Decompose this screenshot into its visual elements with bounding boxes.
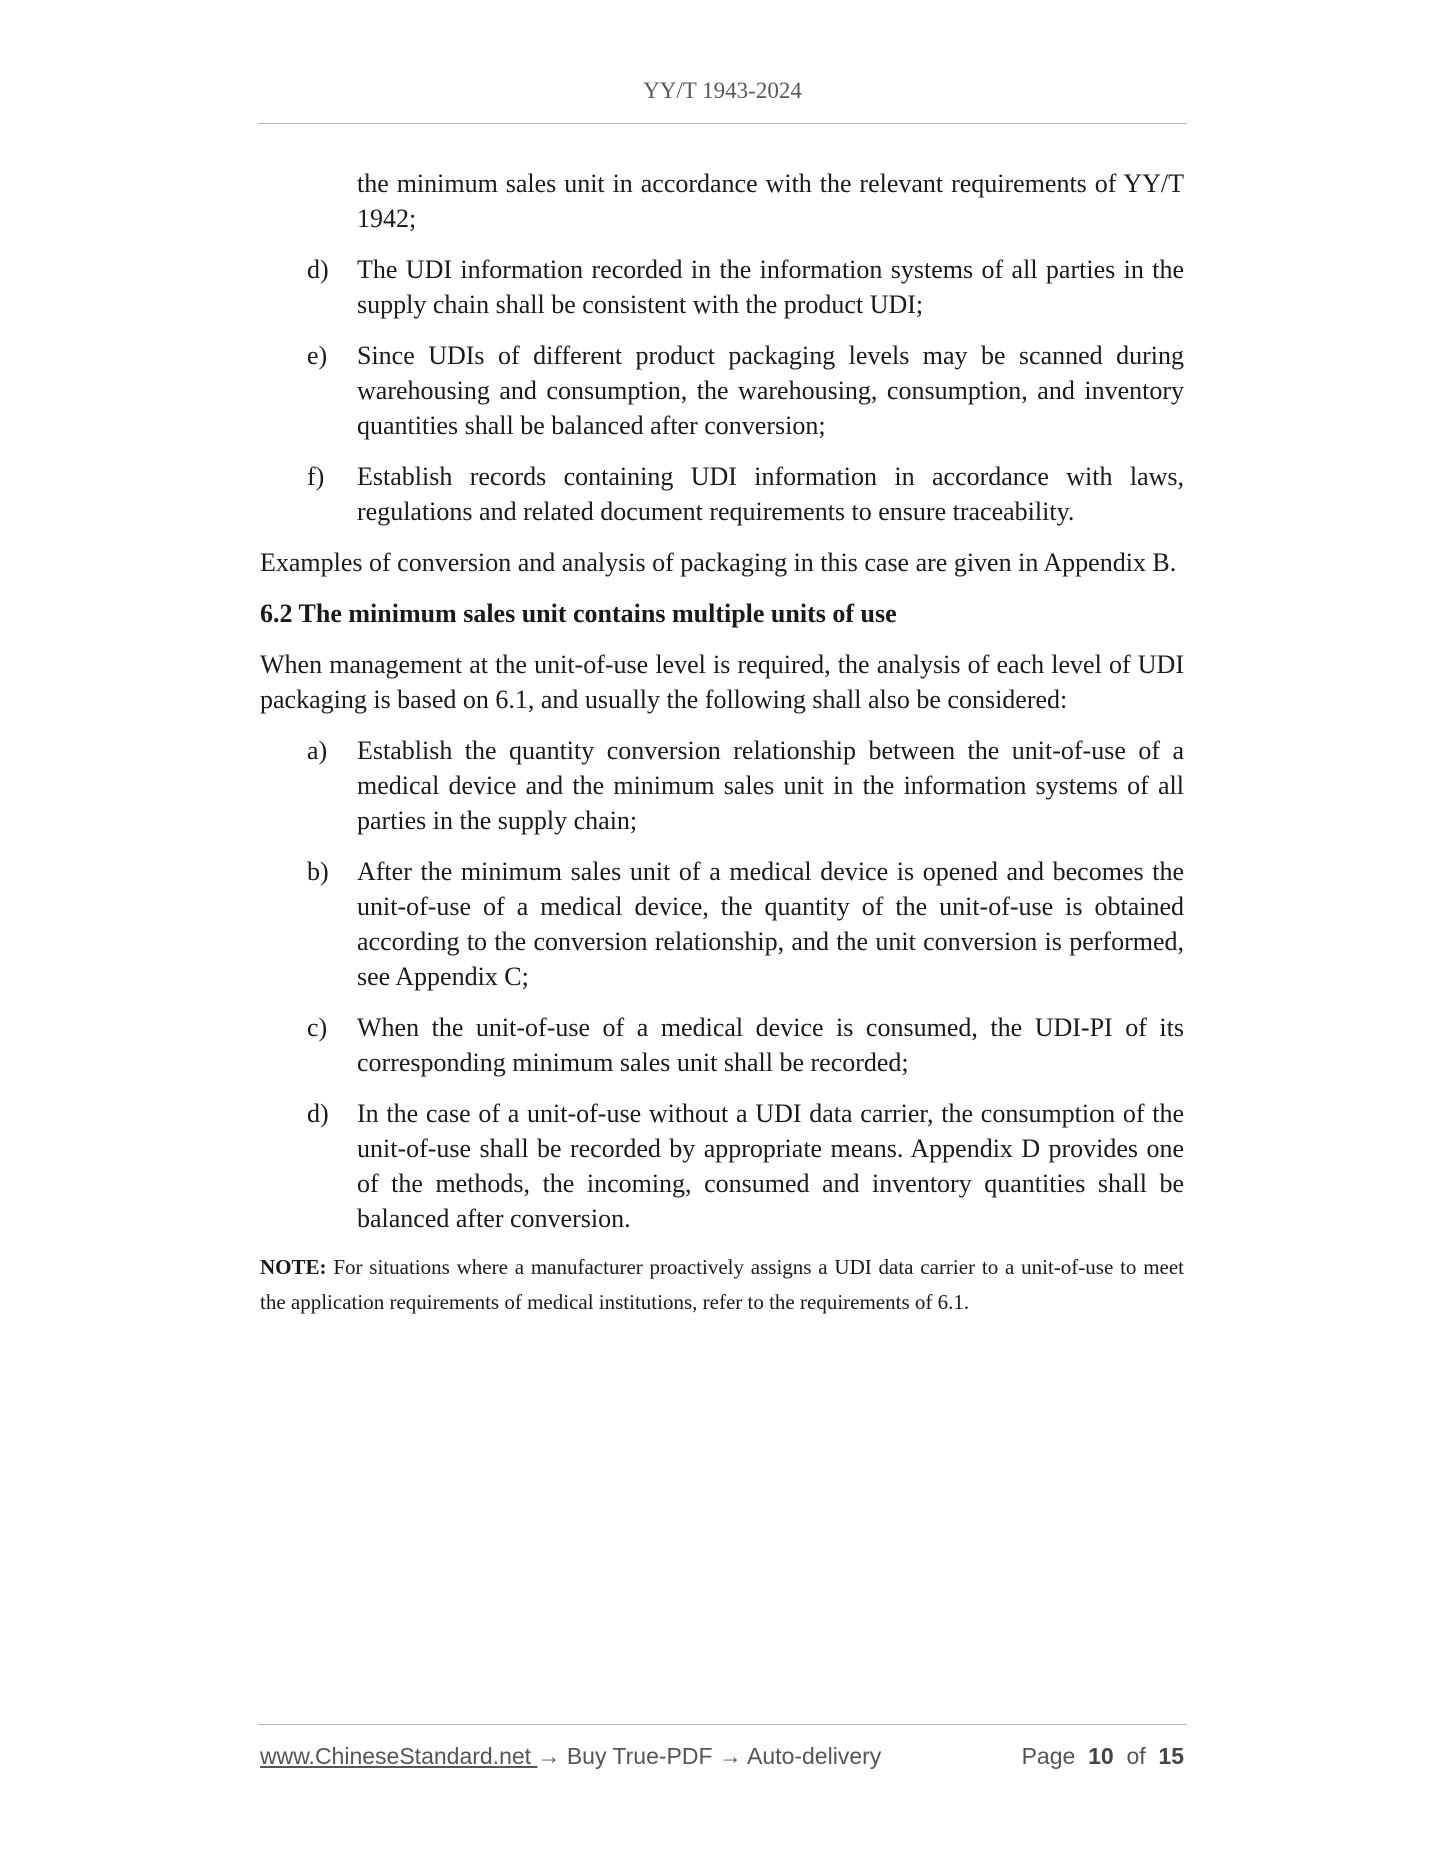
list-unit-of-use-requirements <box>260 733 1184 1236</box>
buy-true-pdf-text: Buy True-PDF <box>560 1743 719 1769</box>
list-item <box>260 459 1184 529</box>
list-requirements-continued <box>260 252 1184 529</box>
section-heading: 6.2 The minimum sales unit contains multiple units of use <box>260 599 897 628</box>
list-item <box>260 1096 1184 1236</box>
list-item-text: Establish the quantity conversion relationship between the unit-of-use of a medical device and the minimum sales unit in the information systems of all parties in the supply chain; <box>357 736 1184 835</box>
header-divider <box>258 123 1187 124</box>
page-body <box>260 166 1184 1320</box>
of-word: of <box>1126 1743 1146 1769</box>
list-item-text: In the case of a unit-of-use without a UDI data carrier, the consumption of the unit-of-use shall be recorded by appropriate means. Appendix D provides one of the methods, the incoming, consumed and inventory quantities shall be balanced after conversion. <box>357 1099 1184 1233</box>
list-item <box>260 733 1184 838</box>
footer-promo <box>260 1743 881 1770</box>
website-link[interactable]: www.ChineseStandard.net <box>260 1743 538 1769</box>
page-footer <box>260 1743 1184 1779</box>
page-word: Page <box>1021 1743 1076 1769</box>
list-item-label: d) <box>307 1099 329 1128</box>
arrow-right-icon: → <box>718 1743 742 1769</box>
note <box>260 1250 1184 1320</box>
list-item <box>260 338 1184 443</box>
page-counter <box>1022 1743 1184 1770</box>
list-item-text: When the unit-of-use of a medical device is consumed, the UDI-PI of its corresponding minimum sales unit shall be recorded; <box>357 1013 1184 1077</box>
note-label: NOTE: <box>260 1255 327 1279</box>
footer-divider <box>258 1724 1187 1725</box>
list-item-text: After the minimum sales unit of a medical device is opened and becomes the unit-of-use of a medical device, the quantity of the unit-of-use is obtained according to the conversion relationship, and the unit conversion is performed, see Appendix C; <box>357 857 1184 991</box>
paragraph-examples: Examples of conversion and analysis of packaging in this case are given in Appendix B. <box>260 548 1177 577</box>
list-item-label: b) <box>307 857 329 886</box>
document-header <box>258 78 1187 104</box>
list-item-label: e) <box>307 341 328 370</box>
continued-item-text: the minimum sales unit in accordance with the relevant requirements of YY/T 1942; <box>357 169 1184 233</box>
list-item-label: c) <box>307 1013 328 1042</box>
page-total: 15 <box>1158 1743 1184 1769</box>
standard-number: YY/T 1943-2024 <box>643 78 802 103</box>
auto-delivery-text: Auto-delivery <box>741 1743 882 1769</box>
list-item-text: Establish records containing UDI information in accordance with laws, regulations and related document requirements to ensure traceability. <box>357 462 1184 526</box>
list-item-text: The UDI information recorded in the information systems of all parties in the supply chain shall be consistent with the product UDI; <box>357 255 1184 319</box>
list-item-label: f) <box>307 462 325 491</box>
note-text: For situations where a manufacturer proactively assigns a UDI data carrier to a unit-of-use to meet the application requirements of medical institutions, refer to the requirements of 6.1. <box>260 1255 1185 1314</box>
list-item-label: a) <box>307 736 328 765</box>
list-item <box>260 252 1184 322</box>
page-number: 10 <box>1088 1743 1114 1769</box>
arrow-right-icon: → <box>537 1743 561 1769</box>
list-item <box>260 854 1184 994</box>
list-item <box>260 1010 1184 1080</box>
list-item-text: Since UDIs of different product packaging levels may be scanned during warehousing and consumption, the warehousing, consumption, and inventory quantities shall be balanced after conversion; <box>357 341 1184 440</box>
paragraph-management: When management at the unit-of-use level is required, the analysis of each level of UDI packaging is based on 6.1, and usually the following shall also be considered: <box>260 650 1184 714</box>
list-item-label: d) <box>307 255 329 284</box>
